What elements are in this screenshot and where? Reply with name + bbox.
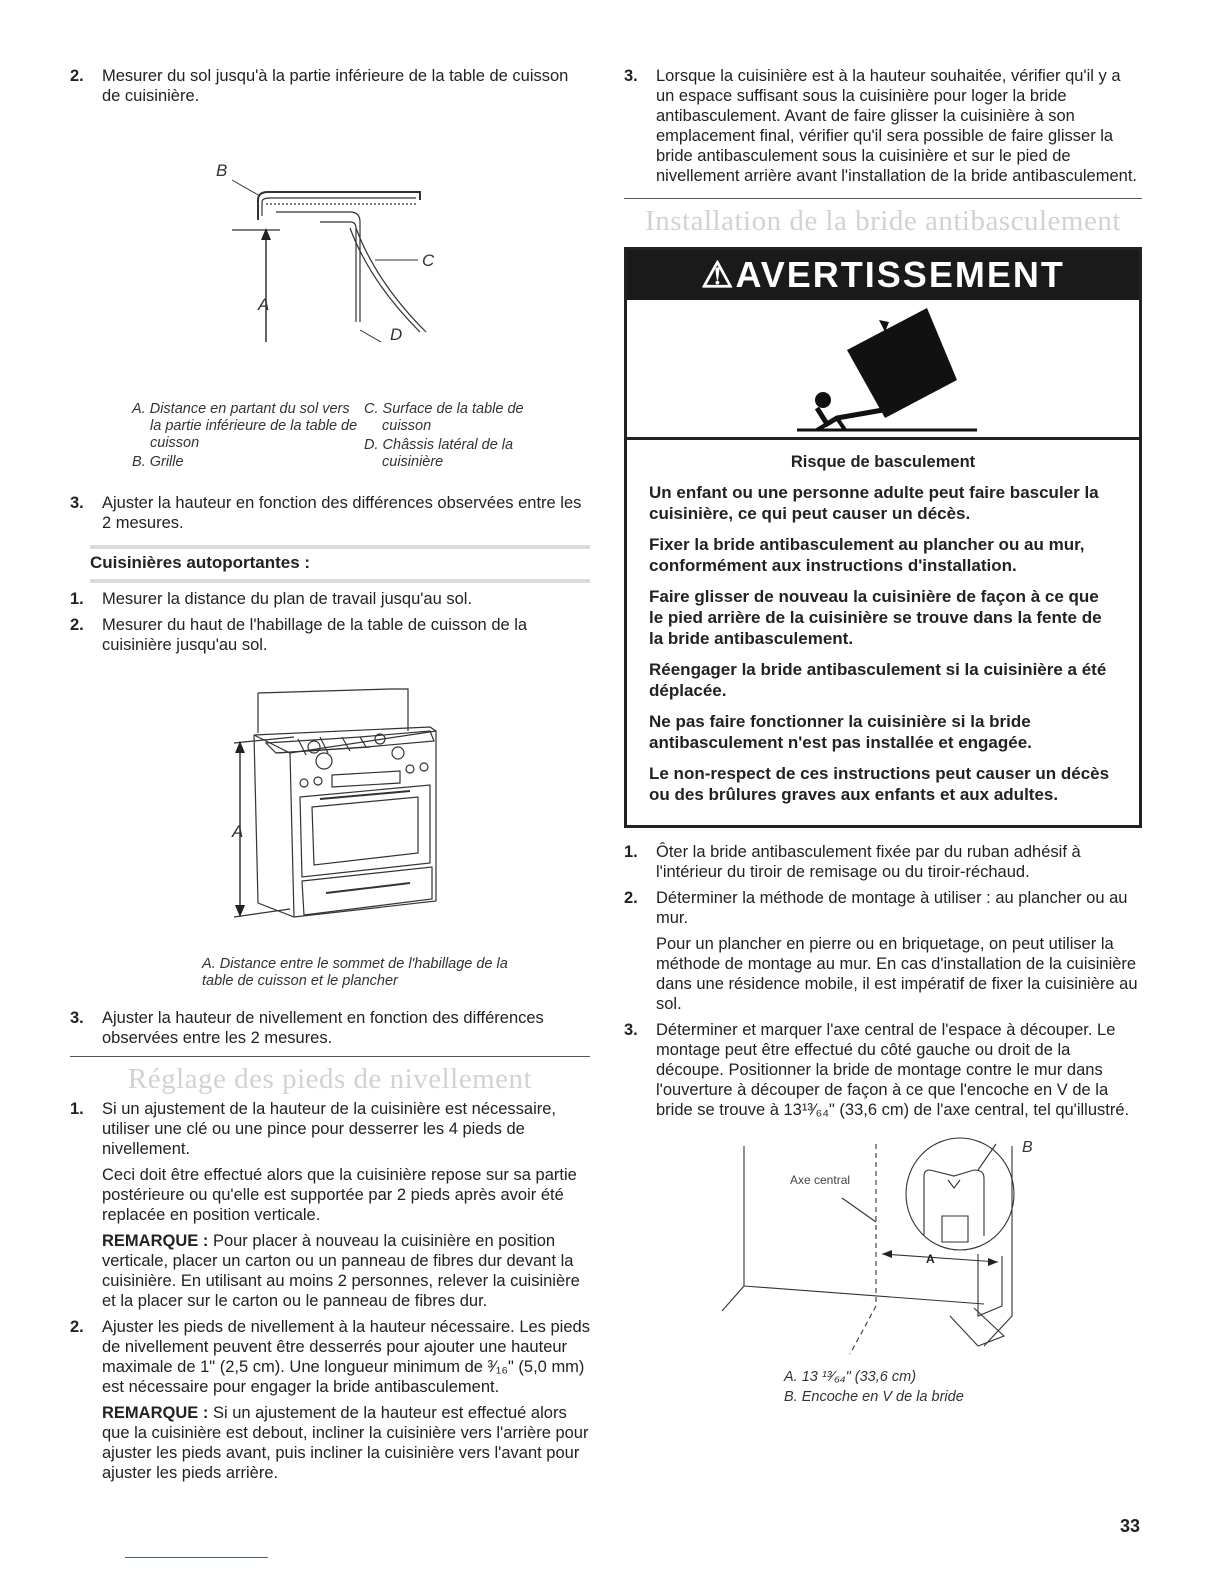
bracket-placement-diagram — [624, 1136, 1142, 1366]
footer-rule — [125, 1557, 268, 1558]
axis-central-label: Axe central — [790, 1173, 851, 1187]
left-column — [70, 66, 590, 1489]
step-2-measure-floor: 2. Mesurer du sol jusqu'à la partie inférieure de la table de cuisson de cuisinière. — [70, 67, 569, 105]
leveling-step-1: 1. Si un ajustement de la hauteur de la cuisinière est nécessaire, utiliser une clé ou une pince pour desserrer les 4 pieds de nivellement. — [70, 1100, 557, 1158]
warning-paragraph: Un enfant ou une personne adulte peut faire basculer la cuisinière, ce qui peut causer un décès. — [649, 483, 1099, 523]
install-step-2: 2. Déterminer la méthode de montage à utiliser : au plancher ou au mur. — [624, 889, 1128, 927]
warning-box — [624, 247, 1142, 828]
warning-paragraph: Le non-respect de ces instructions peut causer un décès ou des brûlures graves aux enfants et aux adultes. — [649, 764, 1110, 804]
warning-paragraph: Faire glisser de nouveau la cuisinière de façon à ce que le pied arrière de la cuisinière se trouve dans la fente de la bride antibasculement. — [649, 587, 1102, 648]
warning-paragraph: Fixer la bride antibasculement au plancher ou au mur, conformément aux instructions d'installation. — [649, 535, 1085, 575]
leveling-note-1: REMARQUE : Pour placer à nouveau la cuisinière en position verticale, placer un carton ou un panneau de fibres dur devant la cuisinière. En utilisant au moins 2 personnes, relever la cuisinière et la placer sur le carton ou le panneau de fibres dur. — [102, 1232, 580, 1310]
fig1-captions — [132, 401, 590, 473]
warning-paragraph: Ne pas faire fonctionner la cuisinière si la bride antibasculement n'est pas installée et engagée. — [649, 712, 1032, 752]
fig3-label-b: B — [1022, 1139, 1033, 1156]
leveling-step-1-detail: Ceci doit être effectué alors que la cuisinière repose sur sa partie postérieure ou qu'elle est supportée par 2 pieds après avoir été replacée en position verticale. — [102, 1166, 577, 1224]
fig2-label-a: A — [232, 822, 244, 841]
right-column — [624, 66, 1142, 1406]
install-step-3: 3. Déterminer et marquer l'axe central de l'espace à découper. Le montage peut être effectué du côté gauche ou droit de la découpe. Positionner la bride de montage contre le mur dans l'ouverture à découper de façon à ce que l'encoche en V de la bride se trouve à 13¹³⁄₆₄" (33,6 cm) de l'axe central, tel qu'illustré. — [624, 1021, 1130, 1119]
fig1-label-b: B — [216, 161, 228, 180]
leveling-step-2: 2. Ajuster les pieds de nivellement à la hauteur nécessaire. Les pieds de nivellement peuvent être desserrés pour ajouter une hauteur maximale de 1" (2,5 cm). Une longueur minimum de ³⁄₁₆" (5,0 mm) est nécessaire pour engager la bride antibasculement. — [70, 1318, 590, 1396]
fig1-caption-a: A. Distance en partant du sol vers la partie inférieure de la table de cuisson — [132, 401, 358, 451]
page-number: 33 — [1119, 1516, 1140, 1536]
fig1-label-d: D — [390, 325, 403, 342]
subheading-freestanding: Cuisinières autoportantes : — [90, 545, 590, 583]
fig1-label-a: A — [258, 295, 270, 314]
step-3-adjust-leveling: 3. Ajuster la hauteur de nivellement en fonction des différences observées entre les 2 mesures. — [70, 1009, 544, 1047]
fig1-caption-b: B. Grille — [132, 454, 184, 470]
fig3-caption-b: B. Encoche en V de la bride — [784, 1389, 964, 1405]
free-step-2: 2. Mesurer du haut de l'habillage de la table de cuisson de la cuisinière jusqu'au sol. — [70, 616, 528, 654]
warning-triangle-icon: ⚠ — [701, 254, 736, 295]
risk-title: Risque de basculement — [790, 453, 976, 471]
install-step-2-detail: Pour un plancher en pierre ou en briquetage, on peut utiliser la méthode de montage au mur. En cas d'installation de la cuisinière dans une résidence mobile, il est impératif de fixer la cuisinière au sol. — [656, 935, 1138, 1013]
tip-over-illustration — [627, 300, 1139, 440]
fig1-caption-c: C. Surface de la table de cuisson — [364, 401, 524, 434]
section-title-antitip: Installation de la bride antibasculement — [645, 205, 1121, 237]
cooktop-height-diagram — [70, 112, 590, 342]
fig1-label-c: C — [422, 251, 435, 270]
step-3-check-space: 3. Lorsque la cuisinière est à la hauteur souhaitée, vérifier qu'il y a un espace suffisant sous la cuisinière pour loger la bride antibasculement. Avant de faire glisser la cuisinière à son emplacement final, vérifier qu'il sera possible de faire glisser la bride antibasculement sous la cuisinière et sur le pied de nivellement arrière avant l'installation de la bride antibasculement. — [624, 67, 1137, 185]
range-height-diagram — [70, 667, 590, 947]
fig3-caption-a: A. 13 ¹³⁄₆₄" (33,6 cm) — [784, 1369, 917, 1385]
free-step-1: 1. Mesurer la distance du plan de travail jusqu'au sol. — [70, 590, 473, 608]
fig1-caption-d: D. Châssis latéral de la cuisinière — [364, 437, 514, 470]
fig2-caption: A. Distance entre le sommet de l'habillage de la table de cuisson et le plancher — [202, 956, 508, 989]
warning-banner: ⚠AVERTISSEMENT — [627, 250, 1139, 300]
install-step-1: 1. Ôter la bride antibasculement fixée par du ruban adhésif à l'intérieur du tiroir de remisage ou du tiroir-réchaud. — [624, 843, 1081, 881]
leveling-note-2: REMARQUE : Si un ajustement de la hauteur est effectué alors que la cuisinière est debout, incliner la cuisinière vers l'arrière pour ajuster les pieds avant, puis incliner la cuisinière vers l'avant pour ajuster les pieds arrière. — [102, 1404, 589, 1482]
section-title-leveling: Réglage des pieds de nivellement — [127, 1063, 533, 1095]
warning-body — [627, 440, 1139, 825]
warning-paragraph: Réengager la bride antibasculement si la cuisinière a été déplacée. — [649, 660, 1107, 700]
step-3-adjust-height: 3. Ajuster la hauteur en fonction des différences observées entre les 2 mesures. — [70, 494, 582, 532]
fig3-label-a: A — [926, 1252, 935, 1266]
